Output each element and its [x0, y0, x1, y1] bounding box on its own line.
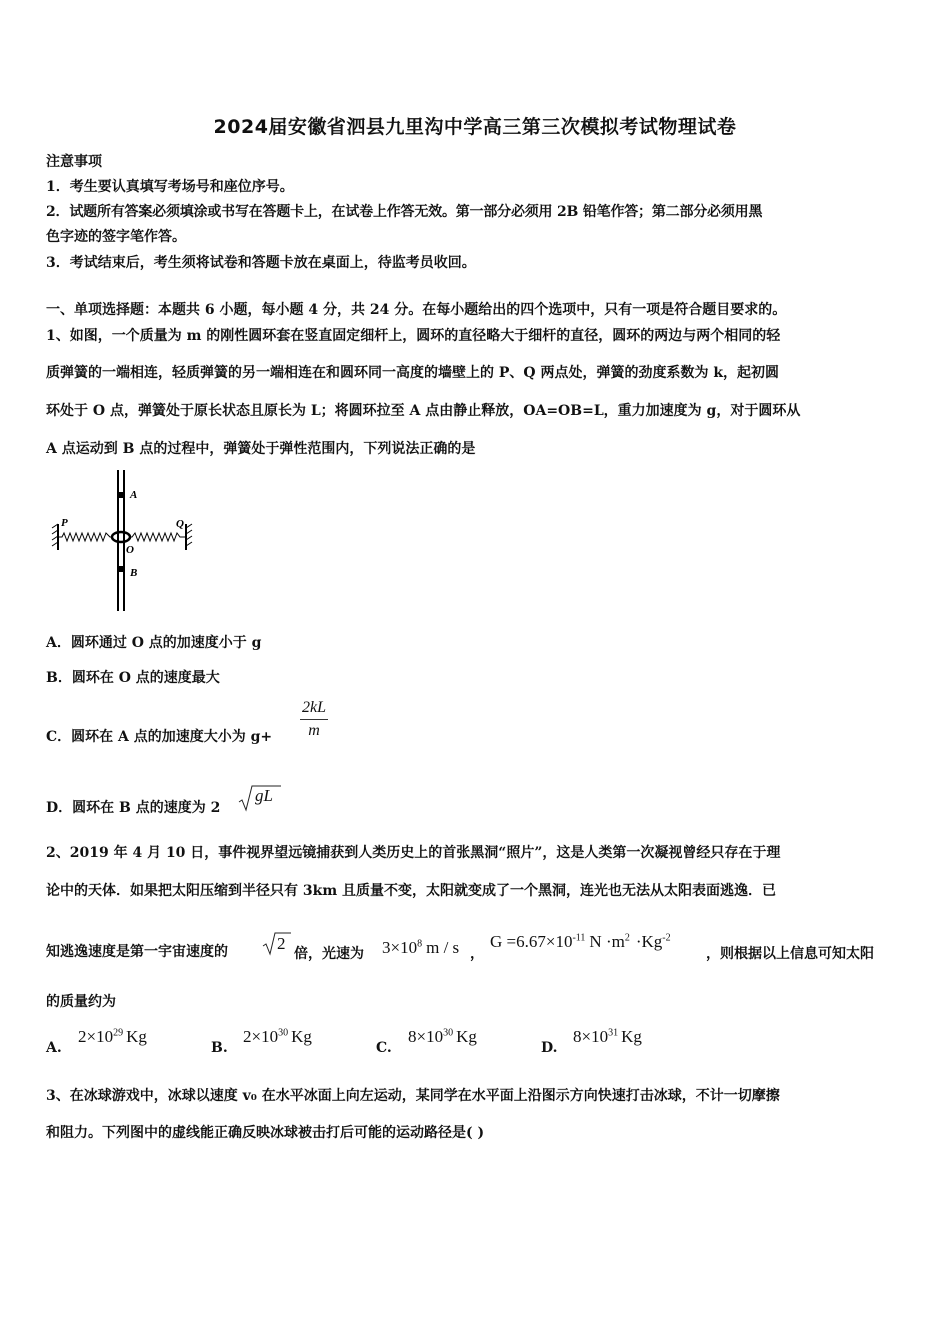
fraction-2kl-over-m	[300, 699, 328, 740]
q3-text: 和阻力。下列图中的虚线能正确反映冰球被击打后可能的运动路径是( )	[46, 1125, 485, 1141]
q1-option-a: A．圆环通过 O 点的加速度小于 g	[46, 635, 262, 651]
q1-figure	[50, 468, 195, 613]
label-o: O	[126, 544, 134, 556]
c-exp: 8	[417, 938, 423, 950]
page-title: 2024届安徽省泗县九里沟中学高三第三次模拟考试物理试卷	[213, 116, 737, 138]
g-unit-exp: 2	[624, 932, 630, 944]
q1-option-b: B．圆环在 O 点的速度最大	[46, 670, 220, 686]
q1-text: 质弹簧的一端相连，轻质弹簧的另一端相连在和圆环同一高度的墙壁上的 P、Q 两点处，弹簧的劲度系数为 k，起初圆	[46, 365, 780, 381]
q1-text: A 点运动到 B 点的过程中，弹簧处于弹性范围内，下列说法正确的是	[46, 441, 476, 457]
label-b: B	[130, 567, 138, 579]
q2-text: ，则根据以上信息可知太阳	[706, 946, 874, 962]
q2-option-a-label: A.	[46, 1040, 62, 1056]
label-q: Q	[176, 518, 184, 530]
q1-option-c: C．圆环在 A 点的加速度大小为 g+	[46, 729, 273, 745]
g-unit: N ·m	[589, 932, 625, 951]
q2-text: 的质量约为	[46, 994, 116, 1010]
q2-option-c-label: C.	[376, 1040, 392, 1056]
notice-item: 3．考试结束后，考生须将试卷和答题卡放在桌面上，待监考员收回。	[46, 255, 476, 271]
q2-option-d-value: $8\times 10^{31}$ Kg	[573, 1027, 642, 1046]
sqrt2-value: 2	[277, 934, 286, 953]
label-a: A	[130, 489, 138, 501]
q3-text: 3、在冰球游戏中，冰球以速度 v₀ 在水平冰面上向左运动，某同学在水平面上沿图示方向快速打击冰球，不计一切摩擦	[46, 1088, 780, 1104]
label-p: P	[61, 517, 68, 529]
q2-text: 2、2019 年 4 月 10 日，事件视界望远镜捕获到人类历史上的首张黑洞“照片”，这是人类第一次凝视曾经只存在于理	[46, 845, 781, 861]
section-heading: 一、单项选择题：本题共 6 小题，每小题 4 分，共 24 分。在每小题给出的四个选项中，只有一项是符合题目要求的。	[46, 302, 787, 318]
comma: ，	[470, 946, 484, 962]
q2-text: 倍，光速为	[294, 946, 364, 962]
c-base: 3×10	[382, 938, 418, 957]
c-unit: m / s	[426, 938, 460, 957]
q2-option-d-label: D.	[541, 1040, 558, 1056]
q1-text: 1、如图，一个质量为 m 的刚性圆环套在竖直固定细杆上，圆环的直径略大于细杆的直径，圆环的两边与两个相同的轻	[46, 328, 781, 344]
q2-text: 知逃逸速度是第一宇宙速度的	[46, 944, 228, 960]
q1-option-d: D．圆环在 B 点的速度为 2	[46, 800, 221, 816]
g-exp: -11	[572, 932, 586, 944]
gravitational-constant	[490, 932, 671, 952]
q2-option-c-value: $8\times 10^{30}$ Kg	[408, 1027, 477, 1046]
q2-text: 论中的天体．如果把太阳压缩到半径只有 3km 且质量不变，太阳就变成了一个黑洞，连光也无法从太阳表面逃逸．已	[46, 883, 776, 899]
sqrt-gl: gL	[255, 786, 273, 805]
notice-item: 1．考生要认真填写考场号和座位序号。	[46, 179, 294, 195]
q2-option-b-value: $2\times 10^{30}$ Kg	[243, 1027, 312, 1046]
q2-option-a-value: $2\times 10^{29}$ Kg	[78, 1027, 147, 1046]
g-base: G =6.67×10	[490, 932, 573, 951]
q2-option-b-label: B.	[211, 1040, 228, 1056]
q1-text: 环处于 O 点，弹簧处于原长状态且原长为 L；将圆环拉至 A 点由静止释放，OA=OB=L，重力加速度为 g，对于圆环从	[46, 403, 801, 419]
notice-heading: 注意事项	[46, 154, 102, 170]
fraction-denominator: m	[308, 722, 320, 739]
fraction-numerator: 2kL	[300, 699, 328, 720]
notice-item: 2．试题所有答案必须填涂或书写在答题卡上，在试卷上作答无效。第一部分必须用 2B 铅笔作答；第二部分必须用黑	[46, 204, 763, 220]
notice-item: 色字迹的签字笔作答。	[46, 229, 186, 245]
speed-of-light	[382, 938, 459, 958]
g-unit2-exp: -2	[662, 932, 671, 944]
g-unit2: ·Kg	[635, 932, 663, 951]
